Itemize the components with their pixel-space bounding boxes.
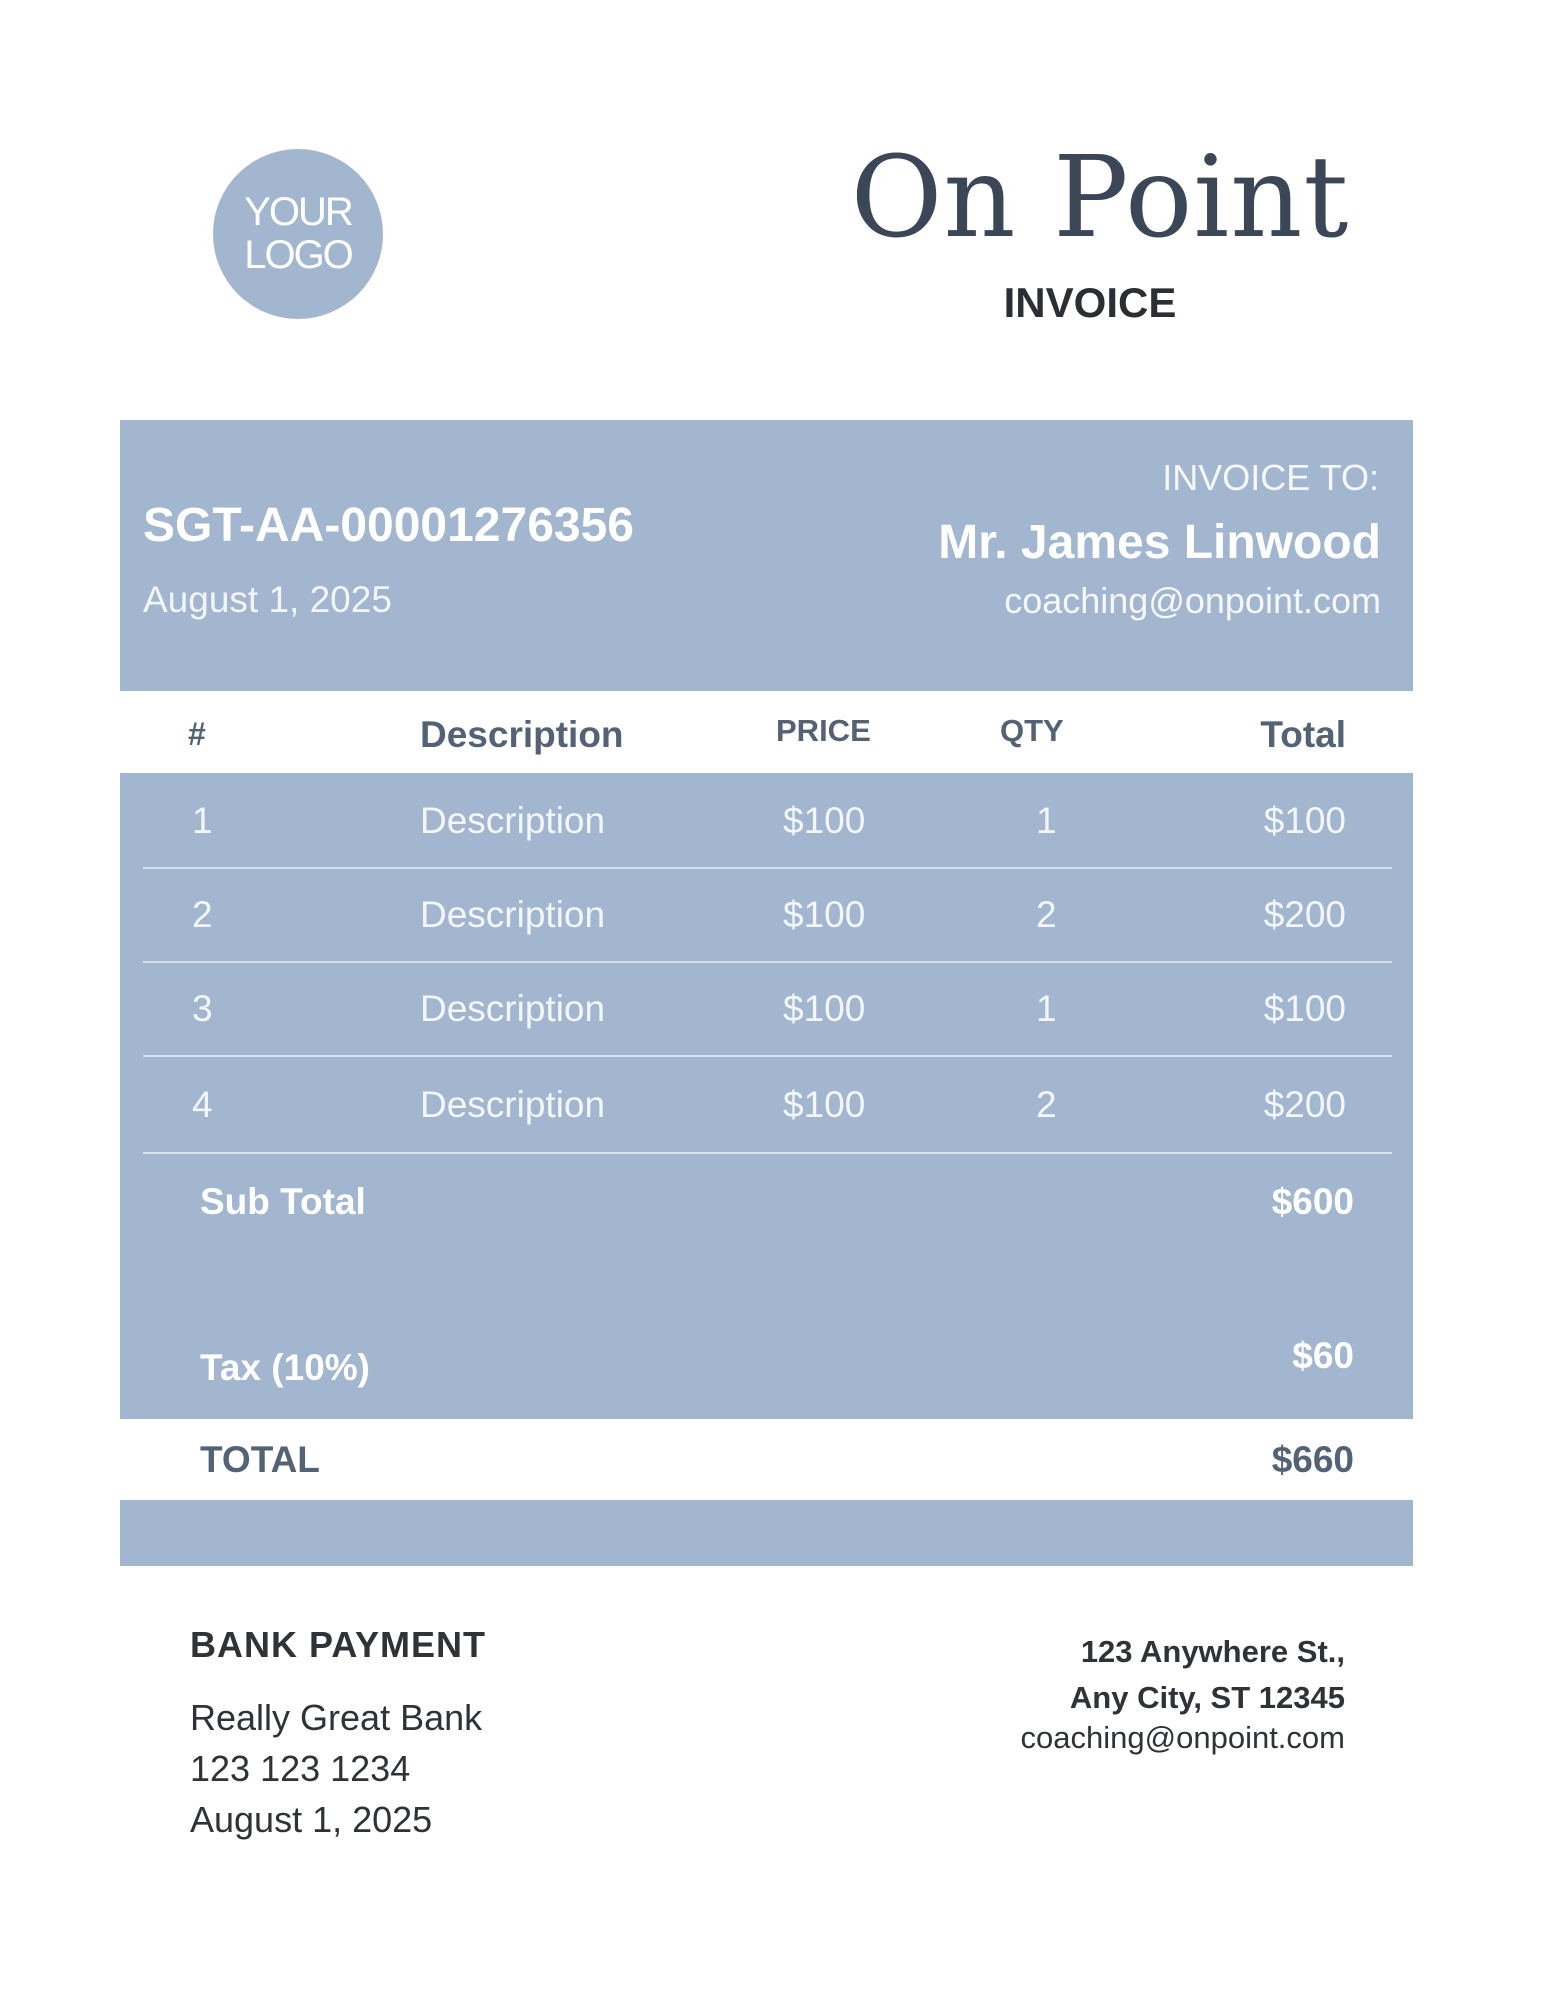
row-price: $100 [783,988,866,1029]
row-number: 2 [192,894,213,935]
col-header-total: Total [1260,714,1346,755]
bottom-band [120,1500,1413,1566]
row-qty: 2 [1036,1084,1057,1125]
logo-line-2: LOGO [244,233,352,277]
row-number: 1 [192,800,213,841]
row-divider [143,1055,1392,1057]
row-price: $100 [783,1084,866,1125]
col-header-number: # [188,716,206,752]
row-description: Description [420,800,606,841]
address-line-1: 123 Anywhere St., [1080,1634,1345,1669]
row-total: $100 [1263,988,1346,1029]
subtotal-value: $600 [1271,1181,1354,1222]
row-qty: 1 [1036,800,1057,841]
row-description: Description [420,988,606,1029]
row-total: $200 [1263,894,1346,935]
invoice-to-label: INVOICE TO: [1162,457,1379,498]
address-line-2: Any City, ST 12345 [1069,1680,1345,1715]
row-total: $100 [1263,800,1346,841]
logo-line-1: YOUR [244,190,352,234]
tax-label: Tax (10%) [200,1347,370,1388]
recipient-name: Mr. James Linwood [938,516,1381,569]
row-qty: 2 [1036,894,1057,935]
bank-name: Really Great Bank [190,1697,483,1738]
bank-payment-heading: BANK PAYMENT [190,1624,487,1665]
row-description: Description [420,1084,606,1125]
row-total: $200 [1263,1084,1346,1125]
row-divider [143,867,1392,869]
col-header-price: PRICE [776,713,871,748]
brand-title: On Point [850,133,1350,263]
document-label: INVOICE [1003,279,1177,326]
logo [213,149,383,319]
row-price: $100 [783,894,866,935]
recipient-email: coaching@onpoint.com [1004,580,1381,621]
contact-email: coaching@onpoint.com [1020,1720,1345,1755]
row-number: 4 [192,1084,213,1125]
row-number: 3 [192,988,213,1029]
invoice-number: SGT-AA-00001276356 [143,499,634,552]
payment-date: August 1, 2025 [190,1799,433,1840]
table-body-band [120,773,1413,1419]
col-header-qty: QTY [1000,713,1064,748]
total-label: TOTAL [200,1439,320,1480]
row-description: Description [420,894,606,935]
row-divider [143,961,1392,963]
col-header-description: Description [420,714,624,755]
row-divider [143,1152,1392,1154]
row-price: $100 [783,800,866,841]
tax-value: $60 [1292,1335,1354,1376]
invoice-date: August 1, 2025 [143,579,392,620]
row-qty: 1 [1036,988,1057,1029]
bank-account: 123 123 1234 [190,1748,411,1789]
subtotal-label: Sub Total [200,1181,366,1222]
total-value: $660 [1271,1439,1354,1480]
